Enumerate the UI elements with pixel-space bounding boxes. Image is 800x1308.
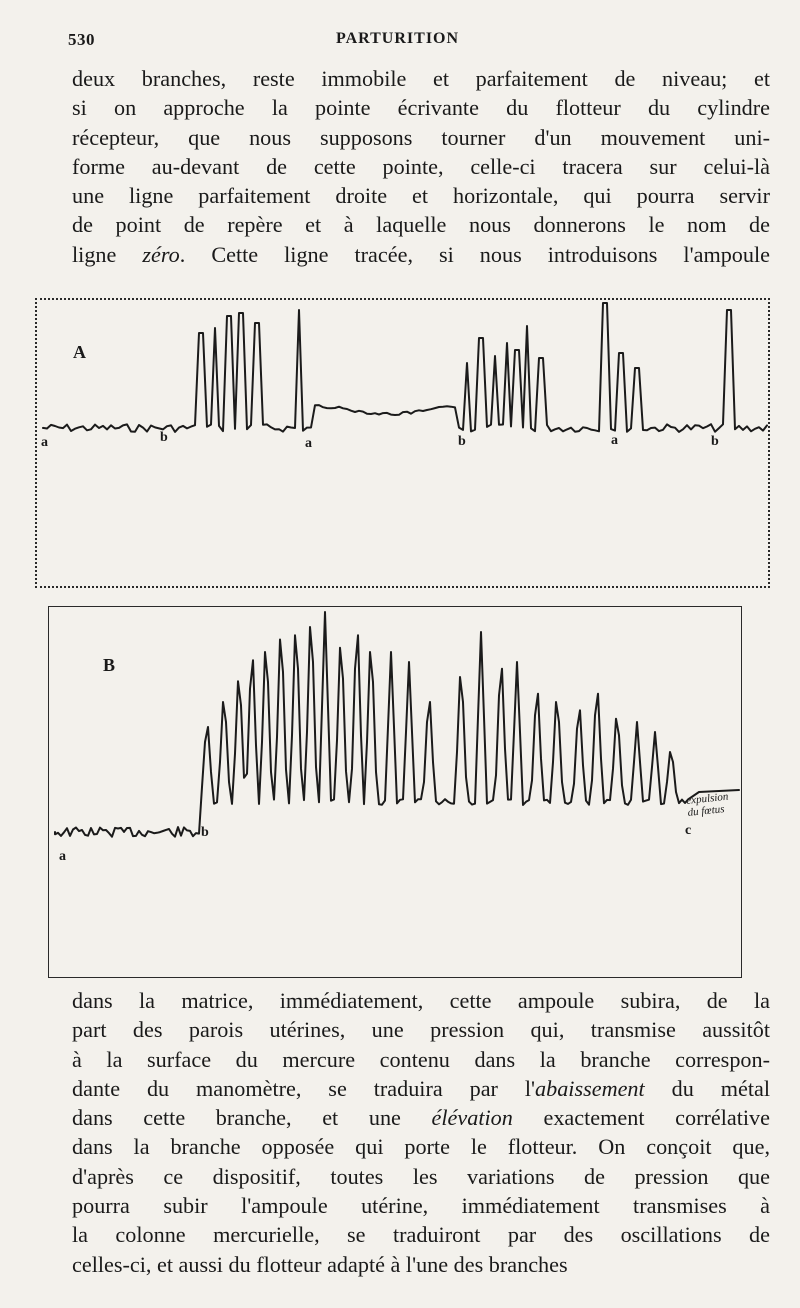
- pressure-trace-line: [55, 612, 739, 837]
- text-line: récepteur, que nous supposons tourner d'un mouvement uni-: [72, 124, 770, 150]
- text-line: une ligne parfaitement droite et horizontale, qui pourra servir: [72, 183, 770, 209]
- text-line: la colonne mercurielle, se traduiront par des oscillations de: [72, 1222, 770, 1248]
- text-line: deux branches, reste immobile et parfaitement de niveau; et: [72, 66, 770, 91]
- figure-a-tracing: [35, 298, 770, 588]
- italic-term: abaissement: [535, 1075, 645, 1101]
- italic-term: zéro: [142, 241, 180, 267]
- text-line: pourra subir l'ampoule utérine, immédiatement transmises à: [72, 1193, 770, 1219]
- trace-mark: c: [685, 823, 692, 838]
- text-line: à la surface du mercure contenu dans la branche correspon-: [72, 1046, 770, 1072]
- text-line: dans cette branche, et une élévation exactement corrélative: [72, 1105, 770, 1131]
- text-line: de point de repère et à laquelle nous donnerons le nom de: [72, 212, 770, 238]
- text-line: si on approche la pointe écrivante du flotteur du cylindre: [72, 95, 770, 121]
- italic-term: élévation: [431, 1105, 513, 1131]
- text-line: dans la branche opposée qui porte le flotteur. On conçoit que,: [72, 1134, 770, 1160]
- text-line: d'après ce dispositif, toutes les variations de pression que: [72, 1163, 770, 1189]
- trace-annotation: expulsion du fœtus: [685, 790, 729, 819]
- paragraph-top: [72, 64, 770, 269]
- pressure-trace-line: [43, 303, 767, 432]
- text-line: dans la matrice, immédiatement, cette ampoule subira, de la: [72, 988, 770, 1013]
- page-header: [68, 30, 760, 54]
- paragraph-bottom: [72, 986, 770, 1279]
- figure-a-label: A: [73, 342, 86, 362]
- trace-mark: b: [201, 825, 209, 840]
- text-line: forme au-devant de cette pointe, celle-ci tracera sur celui-là: [72, 153, 770, 179]
- figure-a-trace: [37, 300, 772, 590]
- page-number: 530: [68, 30, 95, 49]
- trace-mark: b: [160, 430, 168, 445]
- figure-b-tracing: [48, 606, 742, 978]
- figure-b-label: B: [103, 655, 116, 675]
- trace-mark: a: [305, 436, 312, 451]
- figure-b-trace: [49, 607, 743, 979]
- trace-mark: a: [59, 849, 66, 864]
- text-line: ligne zéro. Cette ligne tracée, si nous introduisons l'ampoule: [72, 241, 770, 267]
- trace-mark: b: [711, 434, 719, 449]
- trace-mark: a: [611, 433, 618, 448]
- text-line: dante du manomètre, se traduira par l'abaissement du métal: [72, 1075, 770, 1101]
- text-line: celles-ci, et aussi du flotteur adapté à l'une des branches: [72, 1251, 568, 1277]
- text-line: part des parois utérines, une pression qui, transmise aussitôt: [72, 1017, 770, 1043]
- trace-mark: a: [41, 435, 48, 450]
- running-title: PARTURITION: [336, 30, 460, 47]
- trace-mark: b: [458, 434, 466, 449]
